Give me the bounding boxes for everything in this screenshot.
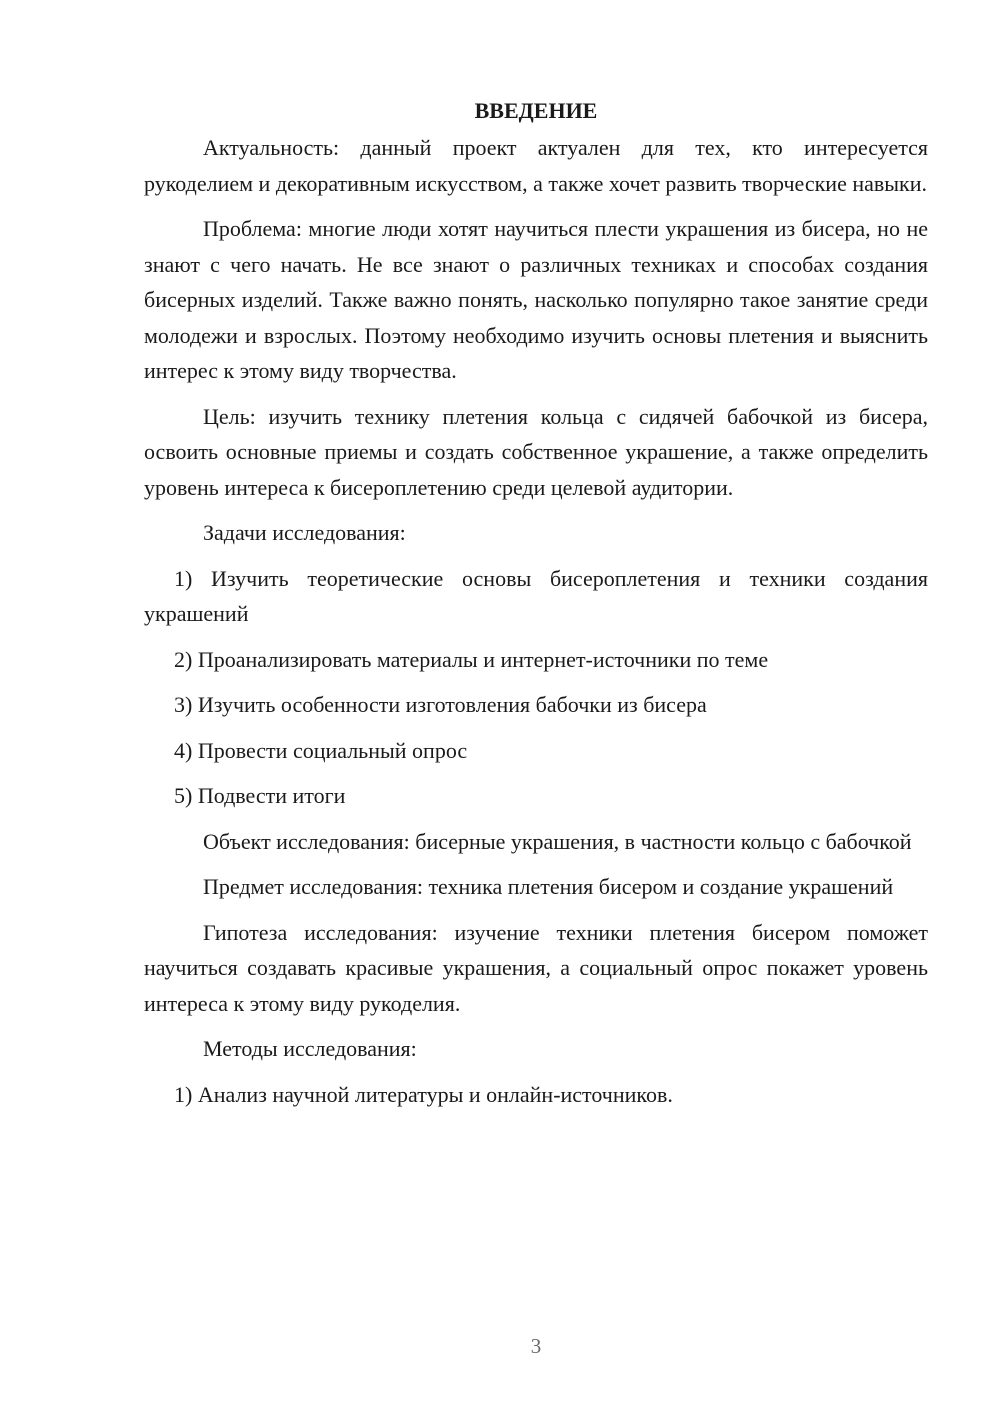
method-item: 1) Анализ научной литературы и онлайн-источников. bbox=[174, 1081, 673, 1107]
methods-heading: Методы исследования: bbox=[203, 1036, 417, 1061]
goal-paragraph: Цель: изучить технику плетения кольца с сидячей бабочкой из бисера, освоить основные приемы и создать собственное украшение, а также определить уровень интереса к бисероплетению среди целевой аудитории. bbox=[144, 403, 928, 500]
task-item: 2) Проанализировать материалы и интернет-источники по теме bbox=[174, 646, 769, 672]
subject-paragraph: Предмет исследования: техника плетения бисером и создание украшений bbox=[203, 874, 894, 899]
problem-paragraph: Проблема: многие люди хотят научиться плести украшения из бисера, но не знают с чего начать. Не все знают о различных техниках и способах создания бисерных изделий. Также важно понять, насколько популярно такое занятие среди молодежи и взрослых. Поэтому необходимо изучить основы плетения и выяснить интерес к этому виду творчества. bbox=[144, 216, 928, 383]
task-item: 5) Подвести итоги bbox=[174, 783, 346, 808]
object-paragraph: Объект исследования: бисерные украшения, в частности кольцо с бабочкой bbox=[203, 828, 912, 854]
hypothesis-paragraph: Гипотеза исследования: изучение техники плетения бисером поможет научиться создавать красивые украшения, а социальный опрос покажет уровень интереса к этому виду рукоделия. bbox=[144, 919, 928, 1016]
tasks-heading: Задачи исследования: bbox=[203, 520, 406, 545]
section-title: ВВЕДЕНИЕ bbox=[474, 98, 598, 123]
task-item: 4) Провести социальный опрос bbox=[174, 737, 468, 763]
page-number: 3 bbox=[530, 1334, 542, 1358]
task-item: 3) Изучить особенности изготовления бабочки из бисера bbox=[174, 692, 707, 717]
task-item: 1) Изучить теоретические основы бисероплетения и техники создания украшений bbox=[144, 565, 928, 626]
page-content bbox=[144, 96, 928, 1122]
relevance-paragraph: Актуальность: данный проект актуален для тех, кто интересуется рукоделием и декоративным искусством, а также хочет развить творческие навыки. bbox=[144, 135, 928, 196]
